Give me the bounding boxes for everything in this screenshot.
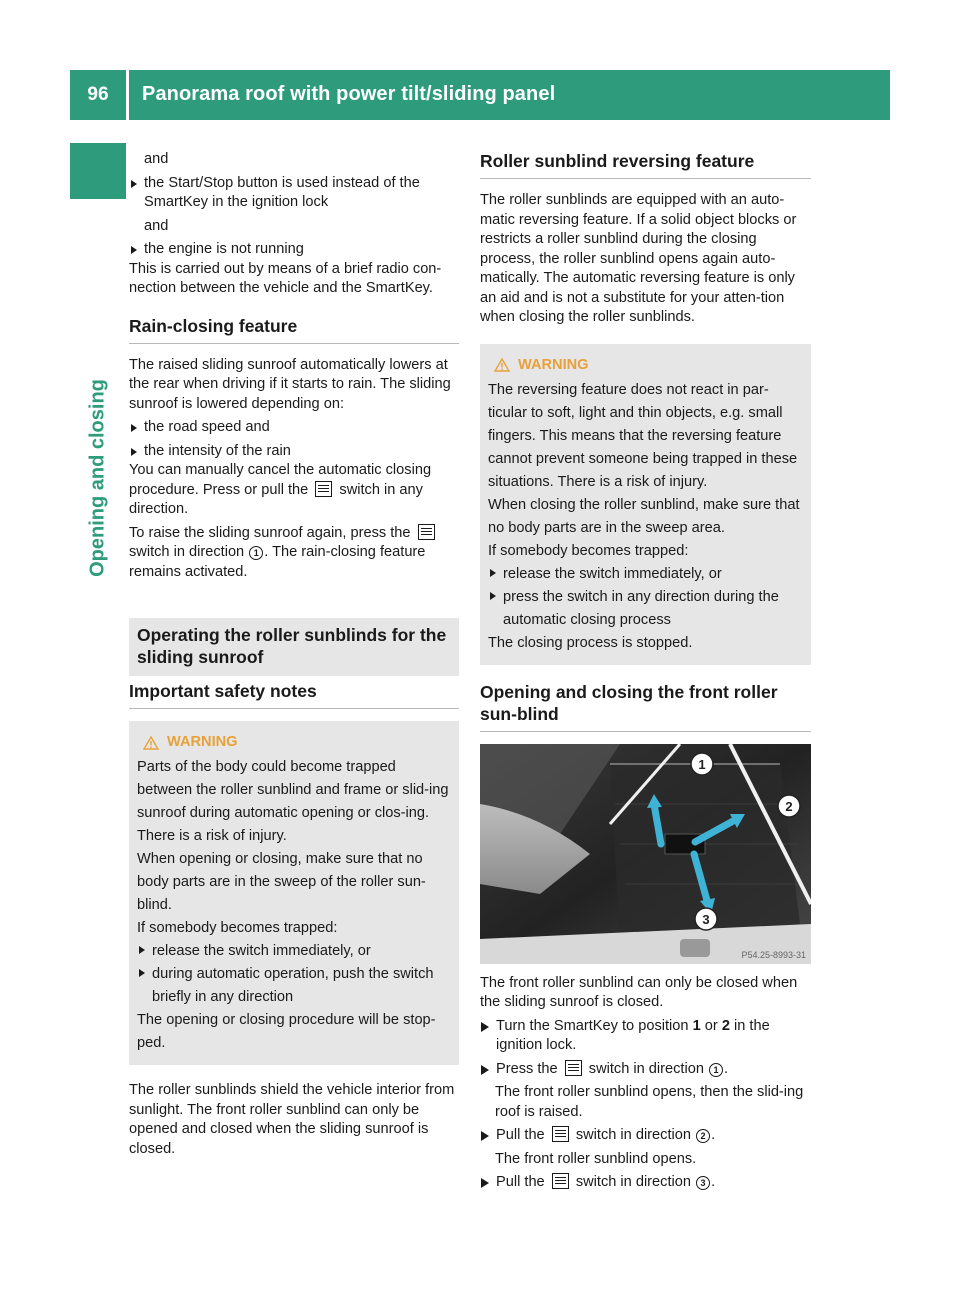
roof-switch-photo	[480, 744, 811, 964]
text: switch in direction	[588, 1060, 704, 1077]
paragraph: The roller sunblinds shield the vehicle interior from sunlight. The front roller sunblind can only be opened and closed when the sliding sunroof is closed.	[129, 1082, 455, 1157]
section-label: Opening and closing	[86, 379, 109, 577]
list-item: release the switch immediately, or	[488, 563, 803, 586]
paragraph: The front roller sunblind can only be closed when the sliding sunroof is closed.	[480, 974, 798, 1010]
switch-icon	[552, 1173, 569, 1189]
right-column	[480, 150, 811, 1193]
direction-1-icon: 1	[709, 1063, 723, 1077]
text: Turn the SmartKey to position	[496, 1017, 689, 1034]
warning-title	[137, 731, 451, 754]
paragraph: Parts of the body could become trapped between the roller sunblind and frame or slid-ing sunroof during automatic opening or clos-ing. There is a risk of injury.	[137, 759, 449, 844]
page-title: Panorama roof with power tilt/sliding panel	[142, 83, 556, 106]
list-item: press the switch in any direction during the automatic closing process	[488, 586, 803, 632]
paragraph: When closing the roller sunblind, make sure that no body parts are in the sweep area.	[488, 496, 800, 536]
text: switch in any direction.	[129, 481, 423, 517]
text: .	[724, 1060, 729, 1077]
text: Pull the	[496, 1174, 545, 1190]
list-item: during automatic operation, push the switch briefly in any direction	[137, 963, 451, 1009]
text: . The rain-closing feature remains activated.	[129, 544, 426, 580]
paragraph: The opening or closing procedure will be stop-ped.	[137, 1012, 436, 1051]
paragraph: If somebody becomes trapped:	[137, 920, 338, 936]
chapter-heading: Operating the roller sunblinds for the sliding sunroof	[129, 618, 459, 676]
photo-label-1: 1	[698, 756, 706, 772]
paragraph: The raised sliding sunroof automatically lowers at the rear when driving if it starts to rain. The sliding sunroof is lowered depending on:	[129, 356, 451, 412]
paragraph	[129, 524, 459, 583]
list-item: the road speed and	[129, 418, 459, 438]
photo-code: P54.25-8993-31	[741, 949, 806, 960]
text: switch in direction	[129, 544, 245, 560]
paragraph: The reversing feature does not react in par-ticular to soft, light and thin objects, e.g. small fingers. This means that the reversing feature cannot prevent someone being trapped in these situations. There is a risk of injury.	[488, 381, 798, 490]
section-heading: Important safety notes	[129, 680, 459, 709]
paragraph: The roller sunblinds are equipped with an auto-matic reversing feature. If a solid object blocks or restricts a roller sunblind during the closing process, the roller sunblind opens again auto-matically. The automatic reversing feature is only an aid and is not a substitute for your atten-tion when closing the roller sunblinds.	[480, 192, 797, 325]
paragraph: If somebody becomes trapped:	[488, 542, 689, 559]
paragraph: When opening or closing, make sure that no body parts are in the sweep of the roller sun-blind.	[137, 851, 426, 913]
paragraph: and	[144, 151, 169, 167]
warning-title-text: WARNING	[518, 356, 589, 373]
position-number: 2	[721, 1017, 730, 1034]
paragraph: The front roller sunblind opens, then the slid-ing roof is raised.	[495, 1084, 804, 1120]
instruction-step	[480, 1060, 811, 1080]
instruction-step	[480, 1017, 811, 1056]
text: switch in direction	[575, 1127, 691, 1143]
switch-icon	[315, 481, 332, 497]
list-item: release the switch immediately, or	[137, 940, 451, 963]
warning-box	[480, 344, 811, 665]
switch-icon	[552, 1126, 569, 1142]
list-item: the Start/Stop button is used instead of the SmartKey in the ignition lock	[129, 174, 459, 213]
text: To raise the sliding sunroof again, press the	[129, 524, 411, 541]
warning-triangle-icon	[143, 736, 159, 750]
list-item: the intensity of the rain	[129, 442, 459, 462]
paragraph: The front roller sunblind opens.	[495, 1150, 697, 1167]
header-divider	[126, 70, 129, 120]
paragraph	[129, 461, 459, 520]
direction-3-icon: 3	[696, 1176, 710, 1190]
direction-2-icon: 2	[696, 1129, 710, 1143]
text: or	[704, 1017, 718, 1034]
direction-1-icon: 1	[249, 546, 263, 560]
text: Pull the	[496, 1127, 545, 1143]
page-number: 96	[87, 84, 109, 106]
text: Press the	[496, 1060, 558, 1077]
text: in the ignition lock.	[496, 1017, 770, 1053]
paragraph: and	[144, 217, 169, 234]
list-item: the engine is not running	[129, 240, 459, 260]
warning-title-text: WARNING	[167, 734, 238, 750]
photo-label-2: 2	[785, 798, 793, 814]
left-column	[129, 150, 459, 1159]
switch-icon	[418, 524, 435, 540]
section-heading: Rain-closing feature	[129, 315, 459, 344]
photo-label-3: 3	[702, 911, 710, 927]
section-tab-marker	[70, 143, 126, 199]
section-heading: Opening and closing the front roller sun-blind	[480, 681, 811, 732]
text: .	[711, 1174, 716, 1190]
instruction-step	[480, 1173, 811, 1193]
text: switch in direction	[575, 1174, 691, 1190]
position-number: 1	[692, 1017, 701, 1034]
instruction-step	[480, 1126, 811, 1146]
text: .	[711, 1127, 716, 1143]
text: You can manually cancel the automatic closing procedure. Press or pull the	[129, 462, 432, 498]
section-heading: Roller sunblind reversing feature	[480, 150, 811, 179]
paragraph: This is carried out by means of a brief radio con-nection between the vehicle and the SmartKey.	[129, 260, 442, 296]
switch-icon	[565, 1060, 582, 1076]
paragraph: The closing process is stopped.	[488, 634, 693, 651]
warning-triangle-icon	[494, 358, 510, 372]
warning-box	[129, 721, 459, 1065]
warning-title	[488, 354, 803, 377]
